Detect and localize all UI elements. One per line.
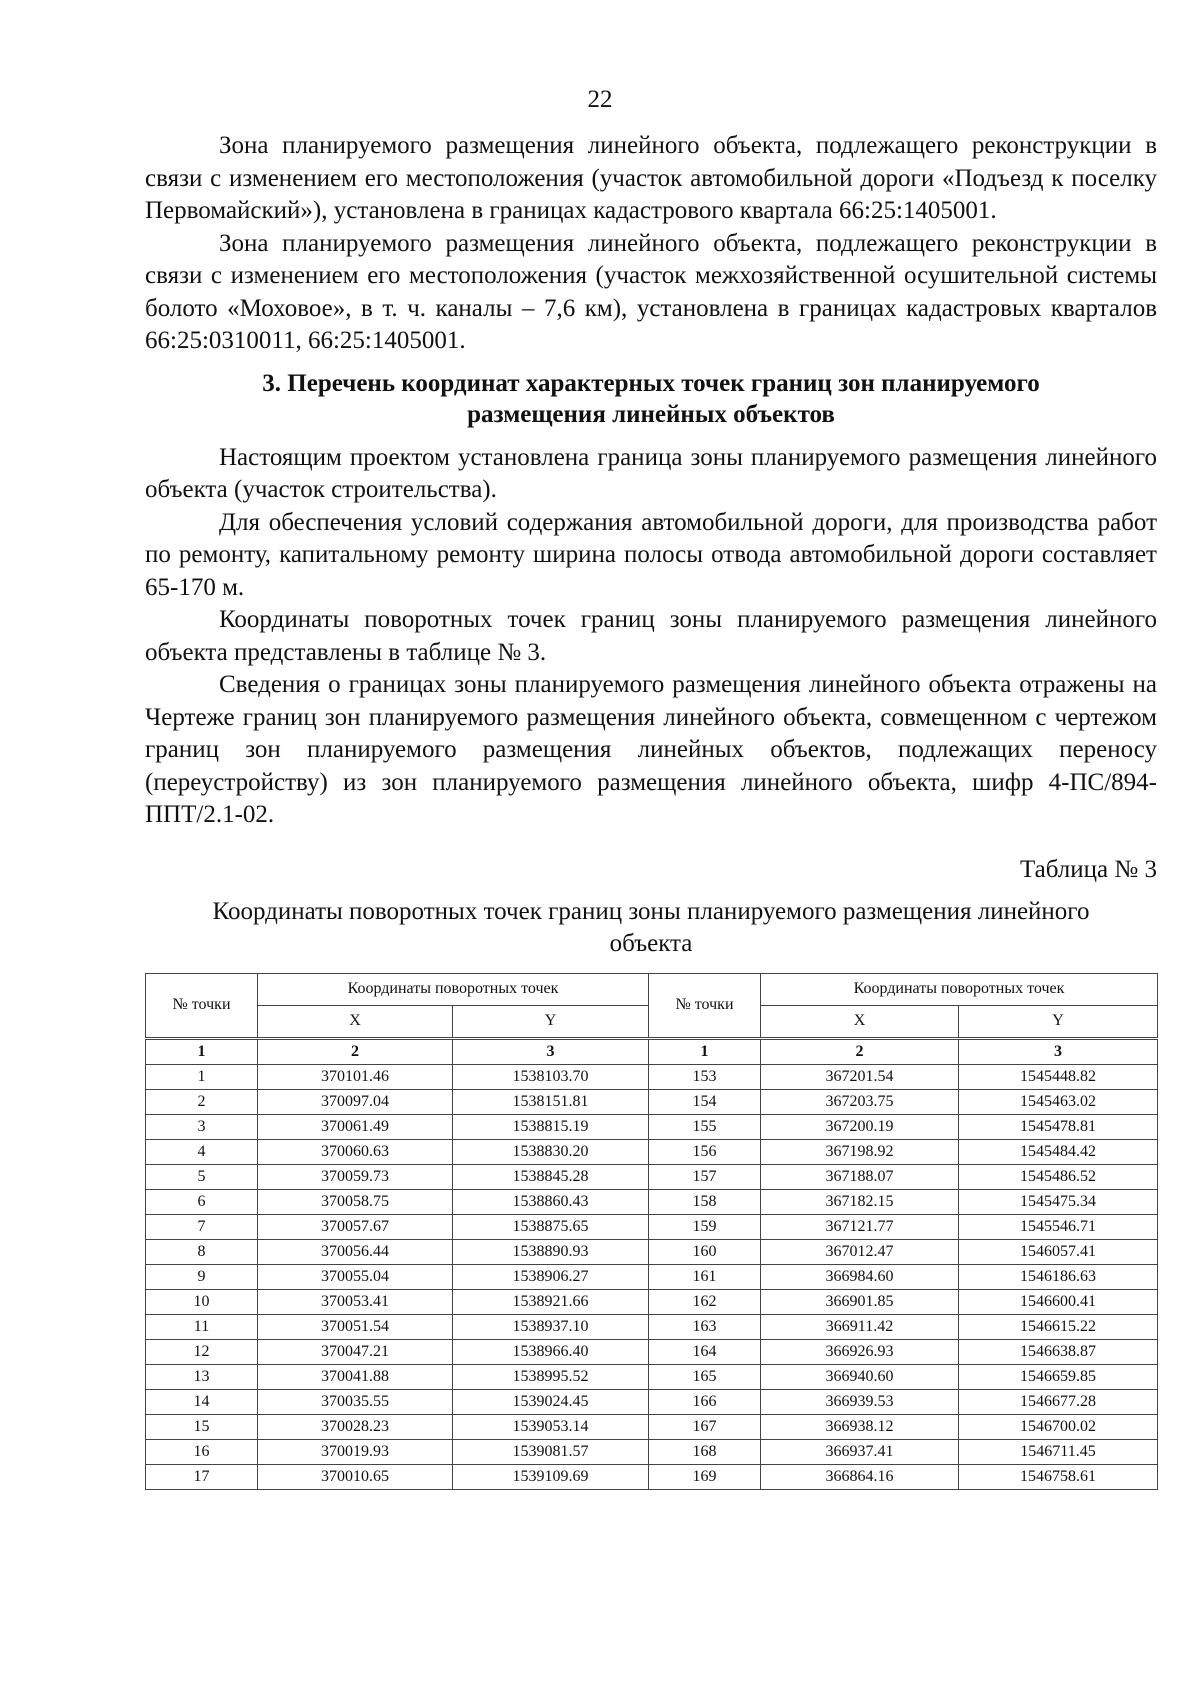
point-number-cell: 2 [146, 1089, 258, 1114]
x-coordinate-cell: 366901.85 [761, 1289, 959, 1314]
x-coordinate-cell: 367198.92 [761, 1139, 959, 1164]
column-number: 3 [959, 1038, 1158, 1064]
y-coordinate-cell: 1545448.82 [959, 1064, 1158, 1089]
y-coordinate-cell: 1545484.42 [959, 1139, 1158, 1164]
y-coordinate-cell: 1538151.81 [453, 1089, 649, 1114]
x-coordinate-cell: 366938.12 [761, 1414, 959, 1439]
page-number: 22 [587, 86, 613, 113]
header-x: X [761, 1005, 959, 1038]
point-number-cell: 10 [146, 1289, 258, 1314]
point-number-cell: 6 [146, 1189, 258, 1214]
y-coordinate-cell: 1546057.41 [959, 1239, 1158, 1264]
point-number-cell: 7 [146, 1214, 258, 1239]
paragraph: Сведения о границах зоны планируемого размещения линейного объекта отражены на Чертеже границ зон планируемого размещения линейного объекта, совмещенном с чертежом границ зон планируемого размещения линейных объектов, подлежащих переносу (переустройству) из зон планируемого размещения линейного объекта, шифр 4-ПС/894-ППТ/2.1-02. [145, 671, 1157, 828]
header-y: Y [453, 1005, 649, 1038]
x-coordinate-cell: 370058.75 [258, 1189, 453, 1214]
table-row [146, 1439, 1158, 1464]
x-coordinate-cell: 367201.54 [761, 1064, 959, 1089]
y-coordinate-cell: 1538995.52 [453, 1364, 649, 1389]
paragraph: Для обеспечения условий содержания автомобильной дороги, для производства работ по ремонту, капитальному ремонту ширина полосы отвода автомобильной дороги составляет 65-170 м. [145, 508, 1157, 601]
point-number-cell: 169 [649, 1464, 761, 1489]
x-coordinate-cell: 366937.41 [761, 1439, 959, 1464]
y-coordinate-cell: 1539024.45 [453, 1389, 649, 1414]
y-coordinate-cell: 1538890.93 [453, 1239, 649, 1264]
x-coordinate-cell: 370010.65 [258, 1464, 453, 1489]
point-number-cell: 162 [649, 1289, 761, 1314]
x-coordinate-cell: 367012.47 [761, 1239, 959, 1264]
y-coordinate-cell: 1539109.69 [453, 1464, 649, 1489]
x-coordinate-cell: 366940.60 [761, 1364, 959, 1389]
paragraph: Настоящим проектом установлена граница зоны планируемого размещения линейного объекта (участок строительства). [145, 443, 1157, 503]
x-coordinate-cell: 370055.04 [258, 1264, 453, 1289]
y-coordinate-cell: 1538815.19 [453, 1114, 649, 1139]
point-number-cell: 164 [649, 1339, 761, 1364]
y-coordinate-cell: 1538921.66 [453, 1289, 649, 1314]
x-coordinate-cell: 370101.46 [258, 1064, 453, 1089]
paragraph: Зона планируемого размещения линейного объекта, подлежащего реконструкции в связи с изменением его местоположения (участок межхозяйственной осушительной системы болото «Моховое», в т. ч. каналы – 7,6 км), установлена в границах кадастровых кварталов 66:25:0310011, 66:25:1405001. [145, 229, 1157, 354]
header-point-number: № точки [649, 973, 761, 1038]
y-coordinate-cell: 1546638.87 [959, 1339, 1158, 1364]
point-number-cell: 161 [649, 1264, 761, 1289]
x-coordinate-cell: 366911.42 [761, 1314, 959, 1339]
point-number-cell: 13 [146, 1364, 258, 1389]
point-number-cell: 3 [146, 1114, 258, 1139]
y-coordinate-cell: 1545475.34 [959, 1189, 1158, 1214]
header-x: X [258, 1005, 453, 1038]
y-coordinate-cell: 1546615.22 [959, 1314, 1158, 1339]
point-number-cell: 165 [649, 1364, 761, 1389]
x-coordinate-cell: 370035.55 [258, 1389, 453, 1414]
table-row [146, 1264, 1158, 1289]
x-coordinate-cell: 366926.93 [761, 1339, 959, 1364]
x-coordinate-cell: 367200.19 [761, 1114, 959, 1139]
x-coordinate-cell: 370051.54 [258, 1314, 453, 1339]
point-number-cell: 14 [146, 1389, 258, 1414]
table-row [146, 1389, 1158, 1414]
x-coordinate-cell: 370053.41 [258, 1289, 453, 1314]
x-coordinate-cell: 370059.73 [258, 1164, 453, 1189]
header-y: Y [959, 1005, 1158, 1038]
point-number-cell: 157 [649, 1164, 761, 1189]
x-coordinate-cell: 370028.23 [258, 1414, 453, 1439]
table-row [146, 1189, 1158, 1214]
section-heading-line: размещения линейных объектов [467, 400, 835, 428]
table-row [146, 1214, 1158, 1239]
table-row [146, 1339, 1158, 1364]
table-row [146, 1139, 1158, 1164]
y-coordinate-cell: 1546758.61 [959, 1464, 1158, 1489]
x-coordinate-cell: 370061.49 [258, 1114, 453, 1139]
point-number-cell: 168 [649, 1439, 761, 1464]
x-coordinate-cell: 367182.15 [761, 1189, 959, 1214]
point-number-cell: 154 [649, 1089, 761, 1114]
table-caption-line: объекта [609, 929, 693, 957]
table-row [146, 1414, 1158, 1439]
x-coordinate-cell: 367121.77 [761, 1214, 959, 1239]
table-caption [145, 896, 1157, 960]
table-row [146, 1464, 1158, 1489]
point-number-cell: 12 [146, 1339, 258, 1364]
x-coordinate-cell: 366939.53 [761, 1389, 959, 1414]
table-row [146, 1064, 1158, 1089]
column-number: 1 [649, 1038, 761, 1064]
x-coordinate-cell: 370056.44 [258, 1239, 453, 1264]
x-coordinate-cell: 370060.63 [258, 1139, 453, 1164]
x-coordinate-cell: 370047.21 [258, 1339, 453, 1364]
table-row [146, 1239, 1158, 1264]
column-number: 3 [453, 1038, 649, 1064]
point-number-cell: 15 [146, 1414, 258, 1439]
point-number-cell: 5 [146, 1164, 258, 1189]
point-number-cell: 159 [649, 1214, 761, 1239]
y-coordinate-cell: 1538937.10 [453, 1314, 649, 1339]
x-coordinate-cell: 370019.93 [258, 1439, 453, 1464]
y-coordinate-cell: 1546677.28 [959, 1389, 1158, 1414]
point-number-cell: 163 [649, 1314, 761, 1339]
y-coordinate-cell: 1539053.14 [453, 1414, 649, 1439]
y-coordinate-cell: 1545463.02 [959, 1089, 1158, 1114]
y-coordinate-cell: 1538875.65 [453, 1214, 649, 1239]
point-number-cell: 16 [146, 1439, 258, 1464]
y-coordinate-cell: 1546700.02 [959, 1414, 1158, 1439]
y-coordinate-cell: 1538966.40 [453, 1339, 649, 1364]
y-coordinate-cell: 1538830.20 [453, 1139, 649, 1164]
y-coordinate-cell: 1545546.71 [959, 1214, 1158, 1239]
point-number-cell: 8 [146, 1239, 258, 1264]
y-coordinate-cell: 1538906.27 [453, 1264, 649, 1289]
y-coordinate-cell: 1546711.45 [959, 1439, 1158, 1464]
point-number-cell: 17 [146, 1464, 258, 1489]
x-coordinate-cell: 367188.07 [761, 1164, 959, 1189]
header-point-number: № точки [146, 973, 258, 1038]
table-caption-line: Координаты поворотных точек границ зоны планируемого размещения линейного [212, 897, 1090, 925]
table-row [146, 1164, 1158, 1189]
header-coordinates: Координаты поворотных точек [761, 973, 1158, 1005]
coordinates-table [145, 973, 1158, 1490]
document-body [145, 130, 1157, 1490]
point-number-cell: 11 [146, 1314, 258, 1339]
x-coordinate-cell: 367203.75 [761, 1089, 959, 1114]
x-coordinate-cell: 366864.16 [761, 1464, 959, 1489]
x-coordinate-cell: 370041.88 [258, 1364, 453, 1389]
point-number-cell: 9 [146, 1264, 258, 1289]
table-row [146, 1089, 1158, 1114]
y-coordinate-cell: 1538845.28 [453, 1164, 649, 1189]
y-coordinate-cell: 1545478.81 [959, 1114, 1158, 1139]
column-number-row [146, 1038, 1158, 1064]
table-label: Таблица № 3 [1019, 855, 1157, 883]
column-number: 2 [258, 1038, 453, 1064]
point-number-cell: 166 [649, 1389, 761, 1414]
point-number-cell: 158 [649, 1189, 761, 1214]
y-coordinate-cell: 1538103.70 [453, 1064, 649, 1089]
point-number-cell: 155 [649, 1114, 761, 1139]
table-row [146, 1114, 1158, 1139]
point-number-cell: 153 [649, 1064, 761, 1089]
section-heading [145, 368, 1157, 430]
y-coordinate-cell: 1546186.63 [959, 1264, 1158, 1289]
point-number-cell: 160 [649, 1239, 761, 1264]
paragraph: Зона планируемого размещения линейного объекта, подлежащего реконструкции в связи с изменением его местоположения (участок автомобильной дороги «Подъезд к поселку Первомайский»), установлена в границах кадастрового квартала 66:25:1405001. [145, 132, 1157, 224]
y-coordinate-cell: 1546659.85 [959, 1364, 1158, 1389]
y-coordinate-cell: 1538860.43 [453, 1189, 649, 1214]
column-number: 1 [146, 1038, 258, 1064]
point-number-cell: 156 [649, 1139, 761, 1164]
x-coordinate-cell: 370097.04 [258, 1089, 453, 1114]
point-number-cell: 1 [146, 1064, 258, 1089]
table-row [146, 1289, 1158, 1314]
x-coordinate-cell: 366984.60 [761, 1264, 959, 1289]
y-coordinate-cell: 1546600.41 [959, 1289, 1158, 1314]
section-heading-line: 3. Перечень координат характерных точек границ зон планируемого [262, 369, 1040, 397]
paragraph: Координаты поворотных точек границ зоны планируемого размещения линейного объекта представлены в таблице № 3. [145, 606, 1157, 666]
point-number-cell: 167 [649, 1414, 761, 1439]
y-coordinate-cell: 1539081.57 [453, 1439, 649, 1464]
table-body [146, 1064, 1158, 1489]
table-row [146, 1364, 1158, 1389]
point-number-cell: 4 [146, 1139, 258, 1164]
table-row [146, 1314, 1158, 1339]
x-coordinate-cell: 370057.67 [258, 1214, 453, 1239]
column-number: 2 [761, 1038, 959, 1064]
y-coordinate-cell: 1545486.52 [959, 1164, 1158, 1189]
header-coordinates: Координаты поворотных точек [258, 973, 649, 1005]
